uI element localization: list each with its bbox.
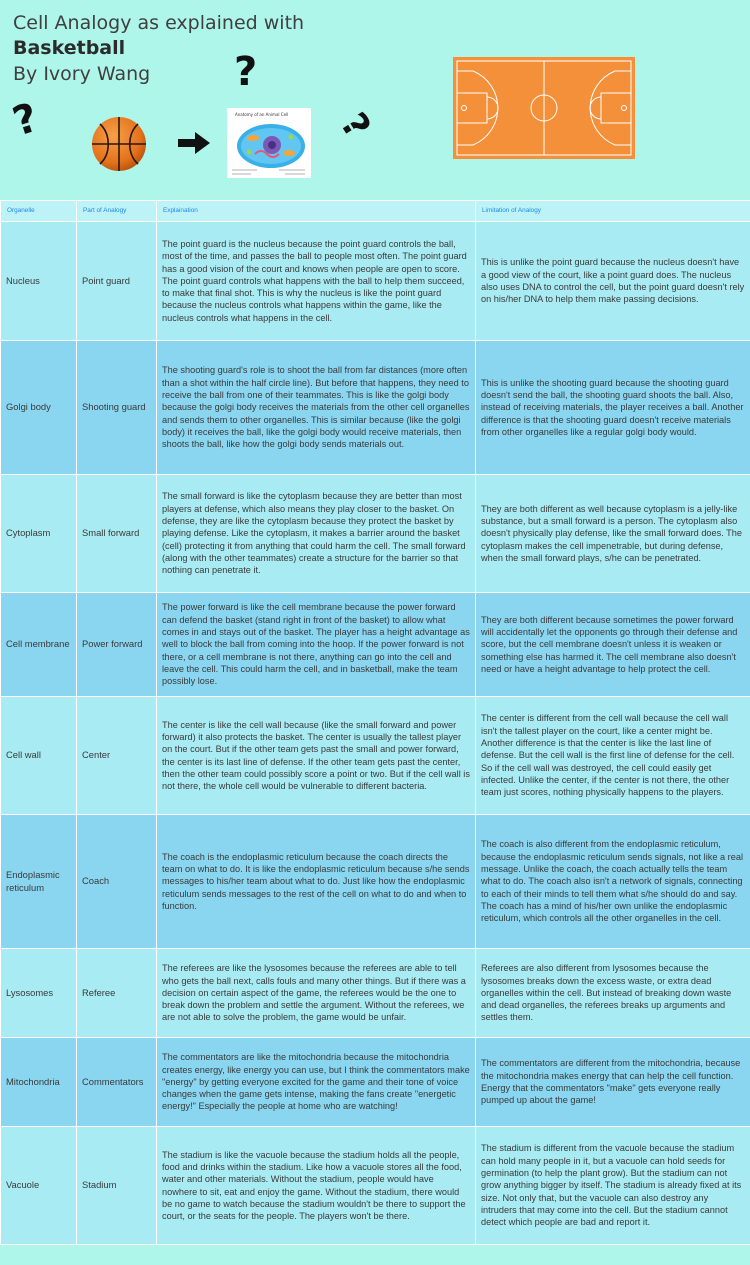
column-header-limitation: Limitation of Analogy: [476, 201, 750, 222]
part-cell: Commentators: [77, 1038, 157, 1127]
table-row: [1, 949, 750, 1038]
author-line: By Ivory Wang: [13, 63, 151, 85]
part-cell: Coach: [77, 815, 157, 949]
limitation-cell: The stadium is different from the vacuole because the stadium can hold many people in it, but a vacuole can hold seeds for germination (to help the plant grow). But the stadium can not grow anything bigger by itself. The stadium is already fixed at its size. Not only that, but the vacuole can also destroy any intruders that may come into the cell. But the stadium cannot detect which people are bad and report it.: [476, 1127, 750, 1245]
table-row: [1, 341, 750, 475]
explanation-cell: The center is like the cell wall because (like the small forward and power forward) it also protects the basket. The center is usually the tallest player on the court. But if the other team gets past the small and power forward, the center is its last line of defense. If the other team gets past the center, then the other team could possibly score a point or two. But if the cell wall is not there, the whole cell would be vulnerable to different bacteria.: [157, 697, 476, 815]
limitation-cell: Referees are also different from lysosomes because the lysosomes breaks down the excess waste, or extra dead organelles within the cell. But instead of breaking down waste and dead organelles, the referees breaks up arguments and settles them.: [476, 949, 750, 1038]
table-row: [1, 815, 750, 949]
limitation-cell: The coach is also different from the endoplasmic reticulum, because the endoplasmic reticulum sends signals, not like a real message. Unlike the coach, the coach actually tells the team what to do. The coach also isn't a network of signals, connecting to each of their minds to tell them what s/he should do and say. The coach has a mind of his/her own unlike the endoplasmic reticulum, which controls all the other organelles in the cell.: [476, 815, 750, 949]
part-cell: Power forward: [77, 593, 157, 697]
organelle-cell: Lysosomes: [1, 949, 77, 1038]
part-cell: Point guard: [77, 222, 157, 341]
explanation-cell: The shooting guard's role is to shoot the ball from far distances (more often than a shot within the half circle line). But before that happens, they need to receive the ball from one of their teammates. This is like the golgi body because the golgi body receives the materials from the other cell organelles and sends them to other organelles. This is similar because (like the golgi body) it receives the ball, like the golgi body would receive materials, then shoots the ball, like how the golgi body sends materials out.: [157, 341, 476, 475]
basketball-court: [453, 57, 635, 159]
organelle-cell: Vacuole: [1, 1127, 77, 1245]
column-header-part: Part of Analogy: [77, 201, 157, 222]
table-row: [1, 593, 750, 697]
explanation-cell: The stadium is like the vacuole because the stadium holds all the people, food and drinks within the stadium. Like how a vacuole stores all the food, water and other materials. Without the stadium, people would have nowhere to sit, eat and enjoy the game. Without the stadium, there would be no game to watch because the stadium wouldn't be there to support the court, or the seats for the people. The players won't be there.: [157, 1127, 476, 1245]
basketball-icon: [91, 116, 147, 172]
question-mark-icon: ?: [234, 49, 258, 95]
table-row: [1, 1127, 750, 1245]
table-row: [1, 1038, 750, 1127]
page-title-line-2: Basketball: [13, 37, 126, 59]
table-row: [1, 697, 750, 815]
cell-diagram-caption: Anatomy of an Animal Cell: [235, 112, 289, 117]
organelle-cell: Nucleus: [1, 222, 77, 341]
explanation-cell: The referees are like the lysosomes because the referees are able to tell who gets the ball next, calls fouls and many other things. But if there was a decision on certain aspect of the game, the referees would be the one to break down the problem and settle the argument. Without the referees, we are not able to solve the problem, the game would be unfair.: [157, 949, 476, 1038]
part-cell: Referee: [77, 949, 157, 1038]
part-cell: Small forward: [77, 475, 157, 593]
table-row: [1, 222, 750, 341]
column-header-organelle: Organelle: [1, 201, 77, 222]
organelle-cell: Golgi body: [1, 341, 77, 475]
analogy-table: [0, 200, 750, 1245]
part-cell: Shooting guard: [77, 341, 157, 475]
explanation-cell: The commentators are like the mitochondria because the mitochondria creates energy, like energy you can use, but I think the commentators make "energy" by getting everyone excited for the game and their tone of voice changes when the game gets intense, making the fans create "energetic energy!" Especially the people at home who are watching!: [157, 1038, 476, 1127]
column-header-explanation: Explaination: [157, 201, 476, 222]
limitation-cell: This is unlike the point guard because the nucleus doesn't have a good view of the court, like a point guard does. The nucleus also uses DNA to control the cell, but the point guard doesn't rely on his/her DNA to help them make passing decisions.: [476, 222, 750, 341]
right-arrow-icon: [177, 130, 211, 156]
explanation-cell: The small forward is like the cytoplasm because they are better than most players at defense, which also means they play closer to the basket. On defense, they are like the cytoplasm because they protect the basket by playing defense. Like the cytoplasm, it makes a barrier around the basket (cell) protecting it from anything that could harm the cell. The small forward (along with the other teammates) create a structure for the barrier so that nothing can penetrate it.: [157, 475, 476, 593]
part-cell: Stadium: [77, 1127, 157, 1245]
organelle-cell: Endoplasmic reticulum: [1, 815, 77, 949]
page-header: [0, 0, 750, 198]
limitation-cell: This is unlike the shooting guard because the shooting guard doesn't send the ball, the shooting guard shoots the ball. Also, instead of receiving materials, the player receives a ball. Another difference is that the shooting guard doesn't receive materials from other organelles like a regular golgi body would.: [476, 341, 750, 475]
limitation-cell: The center is different from the cell wall because the cell wall isn't the tallest player on the court, like a center might be. Another difference is that the center is like the last line of defense. But the cell wall is the first line of defense for the cell. So if the cell wall was destroyed, the cell could easily get infected. Unlike the center, if the center is not there, the other team just scores, nothing physically happens to the players.: [476, 697, 750, 815]
limitation-cell: They are both different as well because cytoplasm is a jelly-like substance, but a small forward is a person. The cytoplasm also doesn't physically play defense, like the small forward does. The cytoplasm makes the cell impenetrable, but during defense, when the small forward plays, s/he can be penetrated.: [476, 475, 750, 593]
explanation-cell: The power forward is like the cell membrane because the power forward can defend the basket (stand right in front of the basket) to allow what comes in and stays out of the basket. The player has a height advantage as well to block the ball from coming into the hoop. If the power forward is not there, or a cell membrane is not there, anything can go into the cell and leave the cell. This could harm the cell, and in basketball, make the team possibly lose.: [157, 593, 476, 697]
organelle-cell: Mitochondria: [1, 1038, 77, 1127]
explanation-cell: The point guard is the nucleus because the point guard controls the ball, most of the time, and passes the ball to people most often. The point guard has a good vision of the court and knows when people are open to score. The point guard controls what happens with the ball to help them succeed, to make that final shot. This is why the nucleus is like the point guard because the nucleus controls what happens within the game, like the nucleus controls what happens in the cell.: [157, 222, 476, 341]
limitation-cell: The commentators are different from the mitochondria, because the mitochondria makes energy that can help the cell function. Energy that the commentators "make" gets everyone really pumped up about the game!: [476, 1038, 750, 1127]
page-title-line-1: Cell Analogy as explained with: [13, 12, 305, 34]
question-mark-icon: ?: [7, 94, 44, 146]
animal-cell-diagram: [227, 108, 311, 178]
organelle-cell: Cell wall: [1, 697, 77, 815]
table-header-row: [1, 201, 750, 222]
part-cell: Center: [77, 697, 157, 815]
explanation-cell: The coach is the endoplasmic reticulum because the coach directs the team on what to do. It is like the endoplasmic reticulum because s/he sends messages to his/her team about what to do. Just like how the endoplasmic reticulum sends messages to the rest of the cell on what to do and when to function.: [157, 815, 476, 949]
table-row: [1, 475, 750, 593]
organelle-cell: Cytoplasm: [1, 475, 77, 593]
organelle-cell: Cell membrane: [1, 593, 77, 697]
limitation-cell: They are both different because sometimes the power forward will accidentally let the opponents go through their defense and score, but the cell membrane doesn't unless it is weaken or something else has harmed it. The cell membrane also doesn't need or have a height advantage to help protect the cell.: [476, 593, 750, 697]
question-mark-icon: ?: [331, 106, 378, 146]
